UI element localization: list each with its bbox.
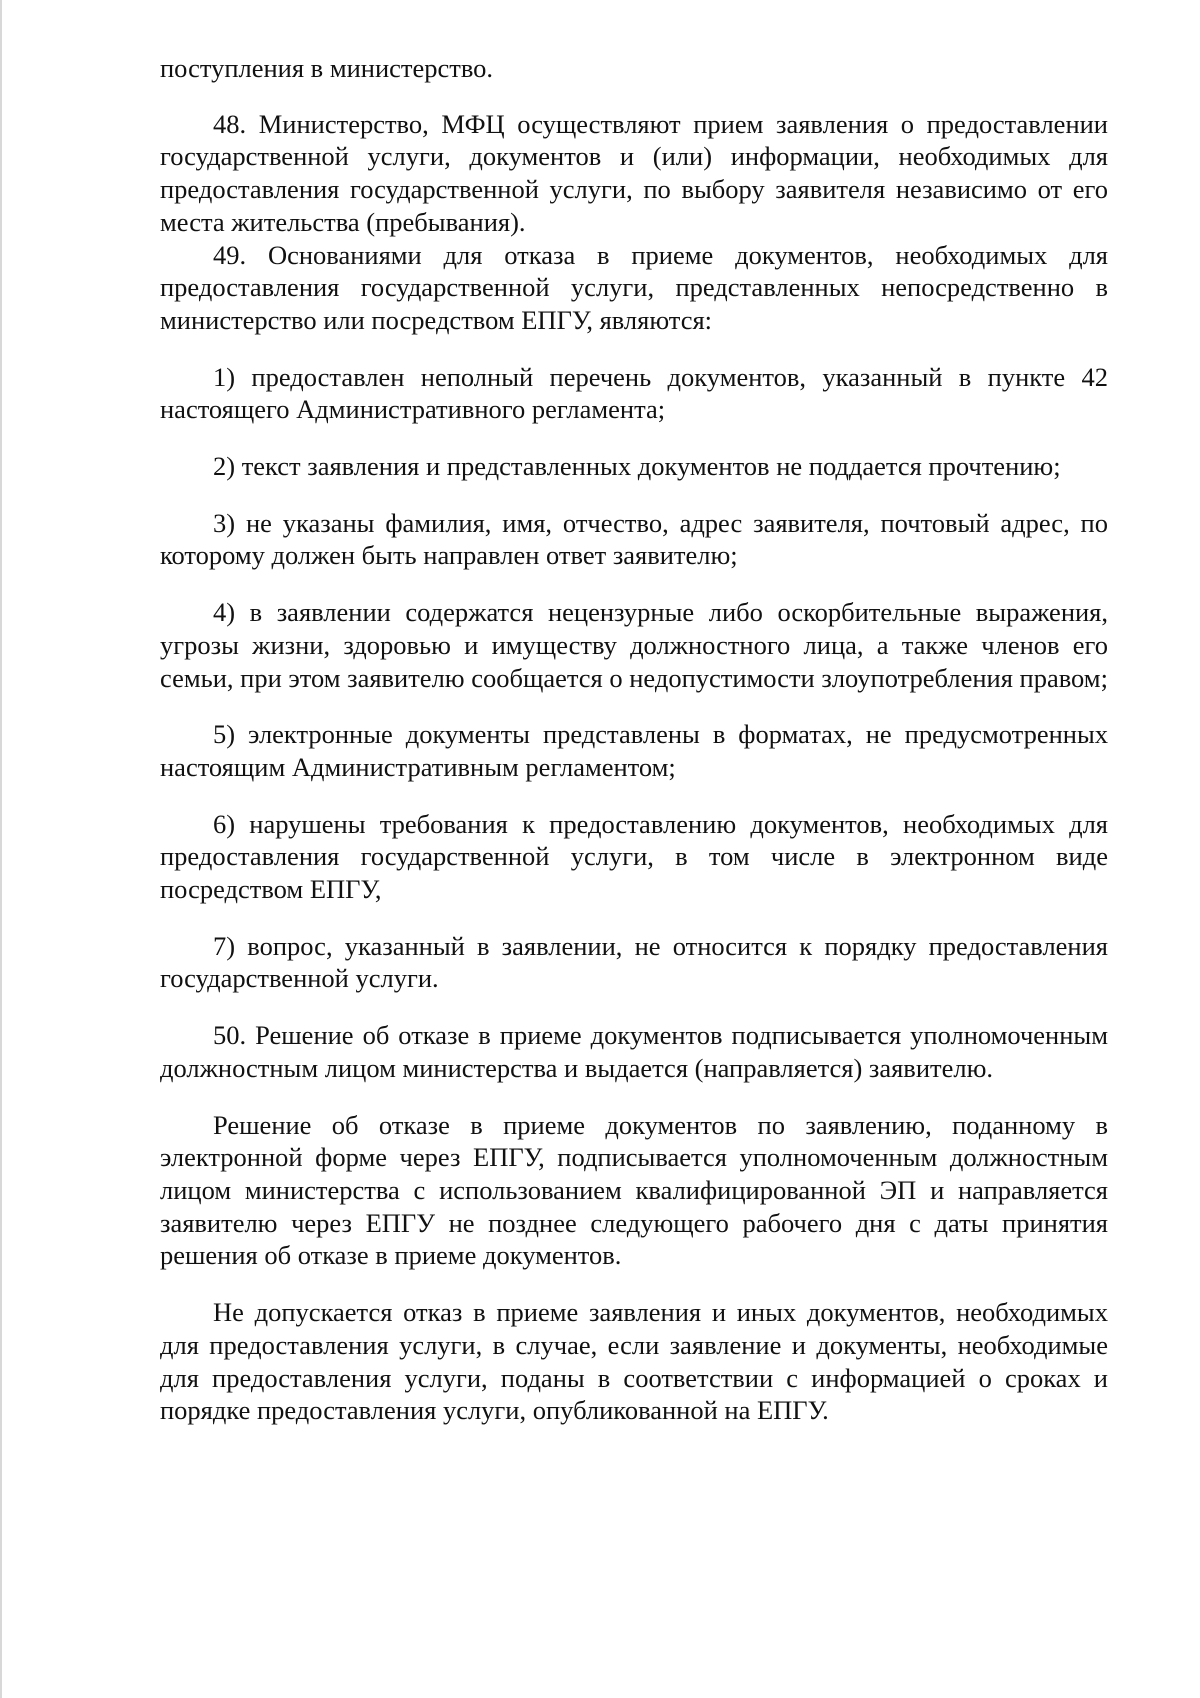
list-item-6: 6) нарушены требования к предоставлению документов, необходимых для предоставления государственной услуги, в том числе в электронном виде посредством ЕПГУ, <box>160 808 1108 905</box>
list-item-2: 2) текст заявления и представленных документов не поддается прочтению; <box>213 451 1061 482</box>
paragraph-continuation: поступления в министерство. <box>160 53 494 83</box>
list-item-4: 4) в заявлении содержатся нецензурные либо оскорбительные выражения, угрозы жизни, здоровью и имуществу должностного лица, а также членов его семьи, при этом заявителю сообщается о недопустимости злоупотребления правом; <box>160 597 1108 693</box>
paragraph-electronic-refusal: Решение об отказе в приеме документов по заявлению, поданному в электронной форме через ЕПГУ, подписывается уполномоченным должностным лицом министерства с использованием квалифицированной ЭП и направляется заявителю через ЕПГУ не позднее следующего рабочего дня с даты принятия решения об отказе в приеме документов. <box>160 1109 1108 1271</box>
paragraph-49: 49. Основаниями для отказа в приеме документов, необходимых для предоставления государственной услуги, представленных непосредственно в министерство или посредством ЕПГУ, являются: <box>160 239 1108 335</box>
scan-edge <box>0 0 2 1698</box>
paragraph-50: 50. Решение об отказе в приеме документов подписывается уполномоченным должностным лицом министерства и выдается (направляется) заявителю. <box>160 1020 1108 1083</box>
list-item-7: 7) вопрос, указанный в заявлении, не относится к порядку предоставления государственной услуги. <box>160 930 1108 994</box>
paragraph-48: 48. Министерство, МФЦ осуществляют прием заявления о предоставлении государственной услуги, документов и (или) информации, необходимых для предоставления государственной услуги, по выбору заявителя независимо от его места жительства (пребывания). <box>160 108 1108 237</box>
document-body <box>160 52 1108 1427</box>
list-item-3: 3) не указаны фамилия, имя, отчество, адрес заявителя, почтовый адрес, по которому должен быть направлен ответ заявителю; <box>160 507 1108 571</box>
list-item-5: 5) электронные документы представлены в форматах, не предусмотренных настоящим Административным регламентом; <box>160 719 1108 782</box>
list-item-1: 1) предоставлен неполный перечень документов, указанный в пункте 42 настоящего Административного регламента; <box>160 361 1108 425</box>
paragraph-refusal-not-allowed: Не допускается отказ в приеме заявления и иных документов, необходимых для предоставления услуги, в случае, если заявление и документы, необходимые для предоставления услуги, поданы в соответствии с информацией о сроках и порядке предоставления услуги, опубликованной на ЕПГУ. <box>160 1297 1108 1426</box>
